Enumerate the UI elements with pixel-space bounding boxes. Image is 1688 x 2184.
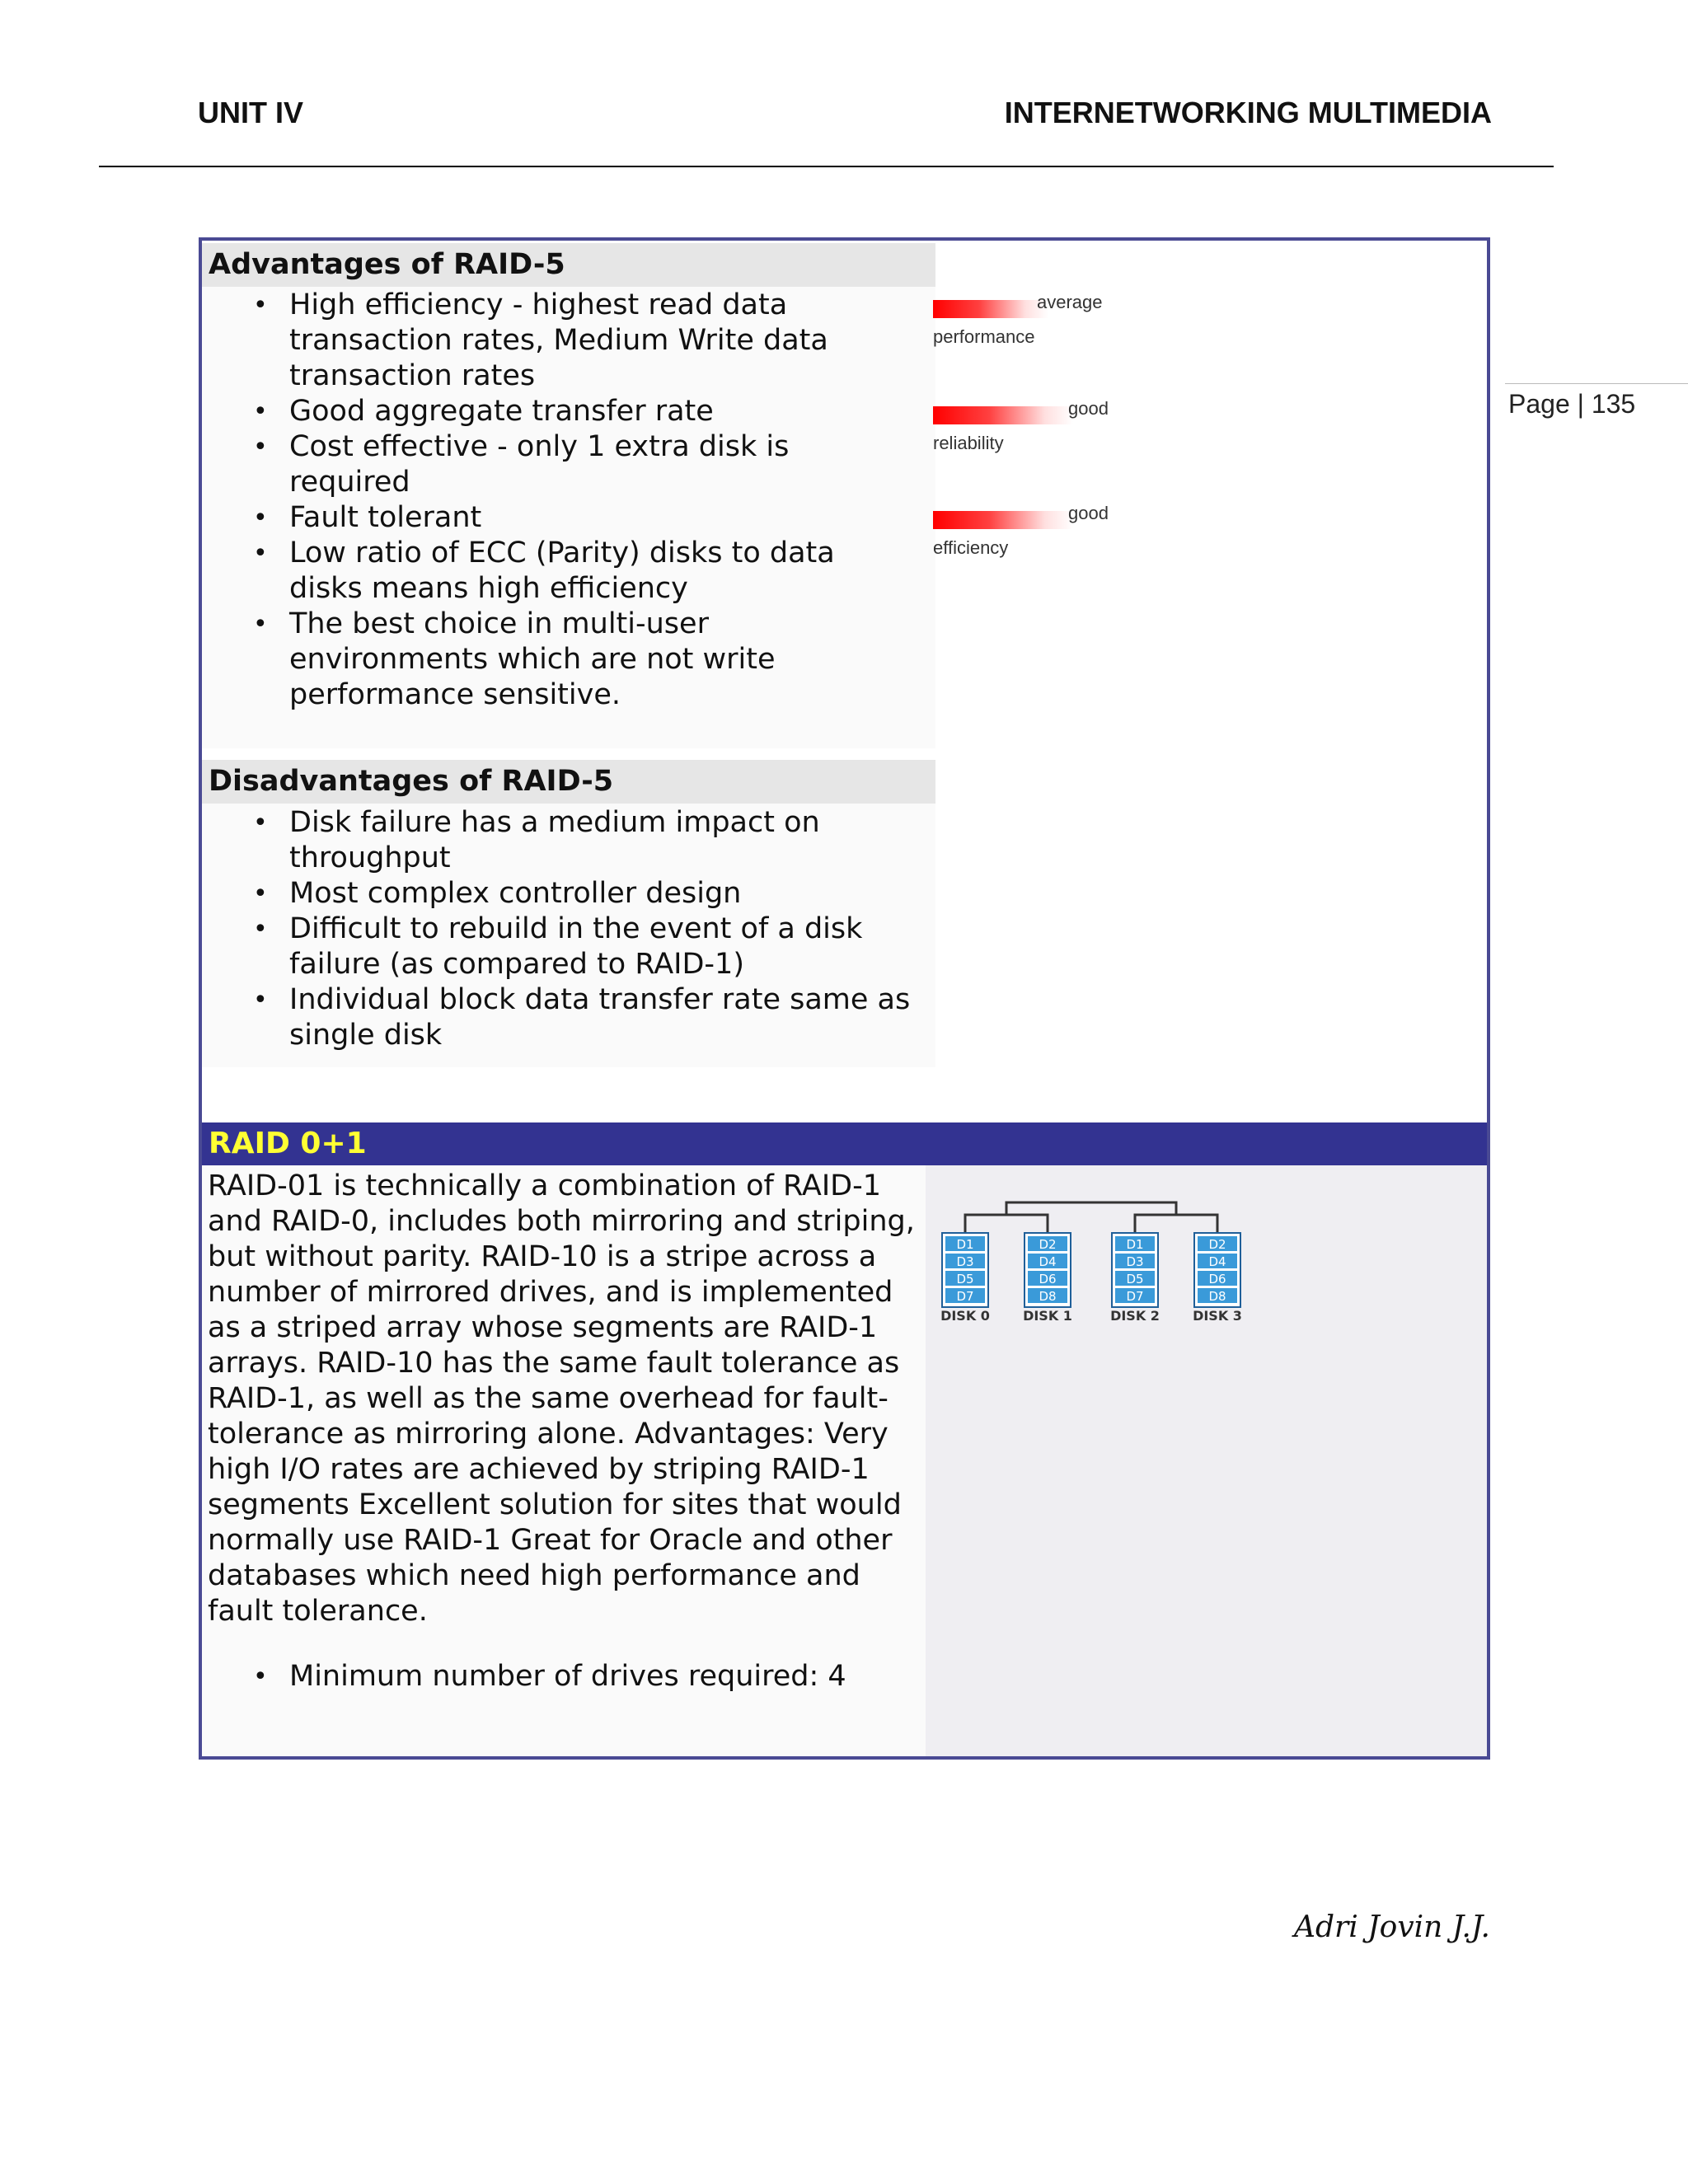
- disk-block-label: D5: [1126, 1272, 1144, 1286]
- rating-label: good: [1068, 398, 1109, 419]
- disk-label: DISK 2: [1110, 1308, 1160, 1322]
- list-item: • Individual block data transfer rate same as single disk: [253, 982, 912, 1053]
- disk-block-label: D1: [956, 1237, 974, 1252]
- disk-block-label: D5: [956, 1272, 974, 1286]
- list-item: • Good aggregate transfer rate: [253, 394, 912, 429]
- disk-3: [1193, 1233, 1242, 1322]
- list-item: • Difficult to rebuild in the event of a disk failure (as compared to RAID-1): [253, 912, 912, 982]
- disk-block-label: D4: [1039, 1254, 1057, 1269]
- raid-figure-frame: [199, 237, 1490, 1760]
- diagram-connectors: [965, 1202, 1217, 1233]
- course-title: INTERNETWORKING MULTIMEDIA: [1004, 96, 1492, 129]
- disk-block-label: D8: [1039, 1289, 1057, 1304]
- disk-group: [940, 1233, 1242, 1322]
- advantages-heading: Advantages of RAID-5: [202, 243, 935, 287]
- disk-block-label: D3: [1126, 1254, 1144, 1269]
- list-item: • The best choice in multi-user environments which are not write performance sensitive.: [253, 607, 912, 713]
- page-number: Page | 135: [1508, 389, 1636, 419]
- disk-block-label: D6: [1039, 1272, 1057, 1286]
- rating-bar: [933, 300, 1048, 318]
- disk-1: [1023, 1233, 1072, 1322]
- disk-block-label: D7: [1126, 1289, 1144, 1304]
- list-item: • Low ratio of ECC (Parity) disks to data disks means high efficiency: [253, 536, 912, 607]
- disk-label: DISK 1: [1023, 1308, 1072, 1322]
- disk-2: [1110, 1233, 1160, 1322]
- raid01-bullets: [253, 1659, 912, 1694]
- disk-block-label: D3: [956, 1254, 974, 1269]
- header-rule: [99, 166, 1554, 167]
- list-item: • Cost effective - only 1 extra disk is required: [253, 429, 912, 500]
- raid01-heading: RAID 0+1: [202, 1122, 1490, 1165]
- page-number-rule: [1505, 383, 1688, 384]
- disk-label: DISK 3: [1193, 1308, 1242, 1322]
- raid01-description: RAID-01 is technically a combination of RAID-1 and RAID-0, includes both mirroring and striping, but without parity. RAID-10 is a stripe across a number of mirrored drives, and is implemented as a striped array whose segments are RAID-1 arrays. RAID-10 has the same fault tolerance as RAID-1, as well as the same overhead for fault-tolerance as mirroring alone. Advantages: Very high I/O rates are achieved by striping RAID-1 segments Excellent solution for sites that would normally use RAID-1 Great for Oracle and other databases which need high performance and fault tolerance.: [208, 1169, 915, 1628]
- rating-caption: performance: [933, 326, 1035, 347]
- disk-label: DISK 0: [940, 1308, 990, 1322]
- disadvantages-panel: [202, 804, 935, 1067]
- rating-bar: [933, 406, 1073, 424]
- list-item: • Most complex controller design: [253, 876, 912, 912]
- rating-label: good: [1068, 503, 1109, 523]
- raid01-diagram-panel: [926, 1165, 1490, 1760]
- list-item: • Fault tolerant: [253, 500, 912, 536]
- disk-block-label: D8: [1208, 1289, 1226, 1304]
- rating-bar: [933, 511, 1073, 529]
- disk-0: [940, 1233, 990, 1322]
- disadvantages-heading: Disadvantages of RAID-5: [202, 760, 935, 804]
- disk-block-label: D1: [1126, 1237, 1144, 1252]
- disk-block-label: D4: [1208, 1254, 1226, 1269]
- disk-block-label: D7: [956, 1289, 974, 1304]
- rating-label: average: [1037, 292, 1103, 312]
- disk-array-diagram: [934, 1182, 1264, 1322]
- unit-label: UNIT IV: [198, 96, 304, 129]
- rating-caption: reliability: [933, 433, 1004, 453]
- disk-block-label: D6: [1208, 1272, 1226, 1286]
- disk-block-label: D2: [1039, 1237, 1057, 1252]
- author-signature: Adri Jovin J.J.: [1294, 1910, 1490, 1944]
- rating-caption: efficiency: [933, 537, 1009, 558]
- disk-block-label: D2: [1208, 1237, 1226, 1252]
- disadvantages-list: [253, 805, 912, 1053]
- advantages-list: [253, 288, 912, 713]
- raid01-description-panel: [202, 1165, 926, 1760]
- list-item: • Minimum number of drives required: 4: [253, 1659, 912, 1694]
- advantages-panel: [202, 287, 935, 748]
- list-item: • Disk failure has a medium impact on throughput: [253, 805, 912, 876]
- list-item: • High efficiency - highest read data transaction rates, Medium Write data transaction rates: [253, 288, 912, 394]
